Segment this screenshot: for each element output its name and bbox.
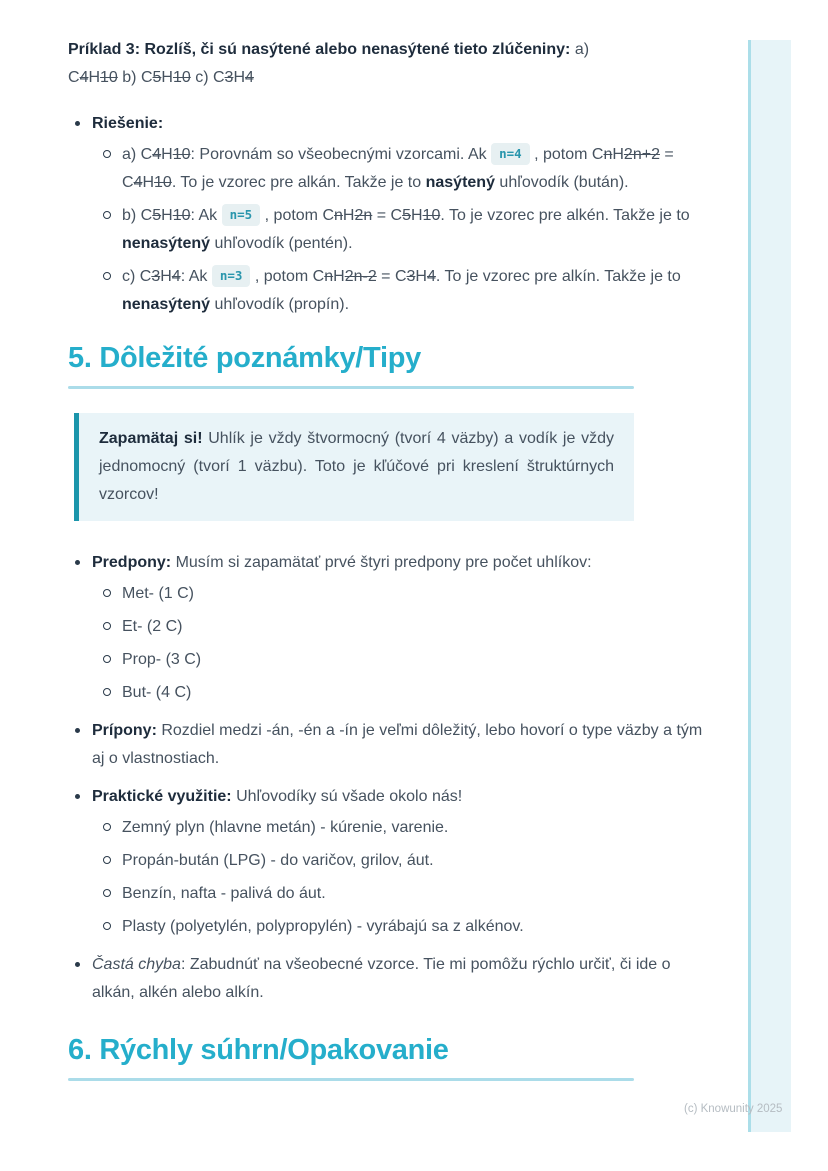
- subscript-strike: n: [334, 207, 343, 224]
- notes-list: [68, 549, 708, 1007]
- text-segment: H: [612, 146, 624, 163]
- predpony-sub-list: [92, 580, 708, 707]
- note-italic-label: Častá chyba: [92, 956, 181, 973]
- text-segment: c) C: [122, 268, 152, 285]
- note-text: Musím si zapamätať prvé štyri predpony pre počet uhlíkov:: [171, 554, 592, 571]
- list-item: Zemný plyn (hlavne metán) - kúrenie, varenie.: [92, 814, 708, 842]
- callout-bold: Zapamätaj si!: [99, 430, 203, 447]
- subscript-strike: 5: [402, 207, 411, 224]
- subscript-strike: 10: [172, 69, 191, 86]
- subscript-strike: 2n: [354, 207, 373, 224]
- subscript-strike: 4: [171, 268, 181, 285]
- list-item: Prop- (3 C): [92, 646, 708, 674]
- example-title: [68, 36, 708, 92]
- section-heading-6: 6. Rýchly súhrn/Opakovanie: [68, 1034, 449, 1066]
- formula-segment: H: [161, 69, 173, 86]
- heading-underline: [68, 1078, 634, 1081]
- page-edge-decoration: [748, 40, 791, 1132]
- note-text: : Zabudnúť na všeobecné vzorce. Tie mi pomôžu rýchlo určiť, či ide o alkán, alkén alebo alkín.: [92, 956, 671, 1001]
- text-segment: a) C: [122, 146, 153, 163]
- prakticke-sub-list: [92, 814, 708, 941]
- text-segment: b) C: [122, 207, 153, 224]
- text-segment: H: [415, 268, 427, 285]
- example-title-tail: a): [570, 41, 590, 58]
- subscript-strike: 5: [152, 69, 162, 86]
- subscript-strike: 4: [245, 69, 254, 86]
- subscript-strike: 10: [100, 69, 118, 86]
- text-segment: . To je vzorec pre alkén. Takže je to: [440, 207, 690, 224]
- text-segment: H: [333, 268, 345, 285]
- text-segment: : Porovnám so všeobecnými vzorcami. Ak: [190, 146, 492, 163]
- solution-label: Riešenie:: [92, 115, 164, 132]
- copyright-footer: (c) Knowunity 2025: [684, 1103, 783, 1115]
- text-segment: H: [142, 174, 155, 191]
- subscript-strike: n: [324, 268, 334, 285]
- solution-item-c: [92, 263, 708, 319]
- formula-segment: C: [68, 69, 80, 86]
- page-content: [68, 36, 708, 1081]
- note-item-chyba: [68, 951, 708, 1007]
- subscript-strike: 10: [172, 207, 191, 224]
- text-segment: = C: [376, 268, 407, 285]
- text-segment: : Ak: [180, 268, 212, 285]
- formula-segment: b) C: [117, 69, 153, 86]
- note-bold-label: Praktické využitie:: [92, 788, 232, 805]
- text-segment: , potom C: [260, 207, 335, 224]
- subscript-strike: 10: [422, 207, 441, 224]
- note-item-predpony: [68, 549, 708, 707]
- subscript-strike: 3: [406, 268, 416, 285]
- text-segment: = C: [122, 146, 674, 191]
- example-title-bold: Príklad 3: Rozlíš, či sú nasýtené alebo nenasýtené tieto zlúčeniny:: [68, 41, 571, 58]
- text-segment: : Ak: [190, 207, 222, 224]
- text-segment: uhľovodík (bután).: [494, 174, 629, 191]
- subscript-strike: 5: [152, 207, 162, 224]
- bold-keyword: nenasýtený: [122, 235, 211, 252]
- text-segment: H: [342, 207, 355, 224]
- note-text: Uhľovodíky sú všade okolo nás!: [231, 788, 463, 805]
- remember-callout: [74, 413, 634, 521]
- subscript-strike: 10: [172, 146, 191, 163]
- inline-code-badge: n=5: [222, 204, 261, 226]
- list-item: Propán-bután (LPG) - do varičov, grilov, áut.: [92, 847, 708, 875]
- subscript-strike: 4: [79, 69, 89, 86]
- text-segment: , potom C: [529, 146, 604, 163]
- solution-label-item: [68, 110, 708, 319]
- callout-text: Uhlík je vždy štvormocný (tvorí 4 väzby) a vodík je vždy jednomocný (tvorí 1 väzbu). Toto je kľúčové pri kreslení štruktúrnych vzorcov!: [99, 430, 614, 503]
- list-item: Benzín, nafta - palivá do áut.: [92, 880, 708, 908]
- formula-segment: c) C: [190, 69, 225, 86]
- subscript-strike: n: [603, 146, 613, 163]
- solution-sub-list: [92, 141, 708, 319]
- subscript-strike: 4: [426, 268, 436, 285]
- bold-keyword: nenasýtený: [122, 296, 211, 313]
- note-bold-label: Predpony:: [92, 554, 172, 571]
- text-segment: H: [160, 268, 172, 285]
- subscript-strike: 3: [151, 268, 161, 285]
- solution-item-b: [92, 202, 708, 258]
- text-segment: , potom C: [250, 268, 325, 285]
- list-item: But- (4 C): [92, 679, 708, 707]
- note-bold-label: Prípony:: [92, 722, 157, 739]
- text-segment: uhľovodík (pentén).: [210, 235, 353, 252]
- inline-code-badge: n=3: [212, 265, 251, 287]
- solution-list: [68, 110, 708, 319]
- text-segment: . To je vzorec pre alkán. Takže je to: [171, 174, 426, 191]
- list-item: Met- (1 C): [92, 580, 708, 608]
- bold-keyword: nasýtený: [425, 174, 495, 191]
- inline-code-badge: n=4: [491, 143, 530, 165]
- text-segment: uhľovodík (propín).: [210, 296, 350, 313]
- subscript-strike: 2n+2: [623, 146, 660, 163]
- formula-segment: H: [233, 69, 246, 86]
- list-item: Plasty (polyetylén, polypropylén) - vyrábajú sa z alkénov.: [92, 913, 708, 941]
- subscript-strike: 2n-2: [344, 268, 377, 285]
- subscript-strike: 10: [154, 174, 172, 191]
- subscript-strike: 4: [133, 174, 143, 191]
- subscript-strike: 4: [152, 146, 162, 163]
- formula-segment: H: [88, 69, 101, 86]
- text-segment: = C: [372, 207, 403, 224]
- text-segment: H: [161, 207, 173, 224]
- text-segment: H: [410, 207, 423, 224]
- note-item-pripony: [68, 717, 708, 773]
- list-item: Et- (2 C): [92, 613, 708, 641]
- note-item-prakticke: [68, 783, 708, 941]
- section-heading-5: 5. Dôležité poznámky/Tipy: [68, 342, 421, 374]
- subscript-strike: 3: [224, 69, 234, 86]
- heading-underline: [68, 386, 634, 389]
- solution-item-a: [92, 141, 708, 197]
- text-segment: H: [161, 146, 173, 163]
- text-segment: . To je vzorec pre alkín. Takže je to: [435, 268, 681, 285]
- note-text: Rozdiel medzi -án, -én a -ín je veľmi dôležitý, lebo hovorí o type väzby a tým aj o vlastnostiach.: [92, 722, 703, 767]
- example-formula-line: [68, 64, 708, 92]
